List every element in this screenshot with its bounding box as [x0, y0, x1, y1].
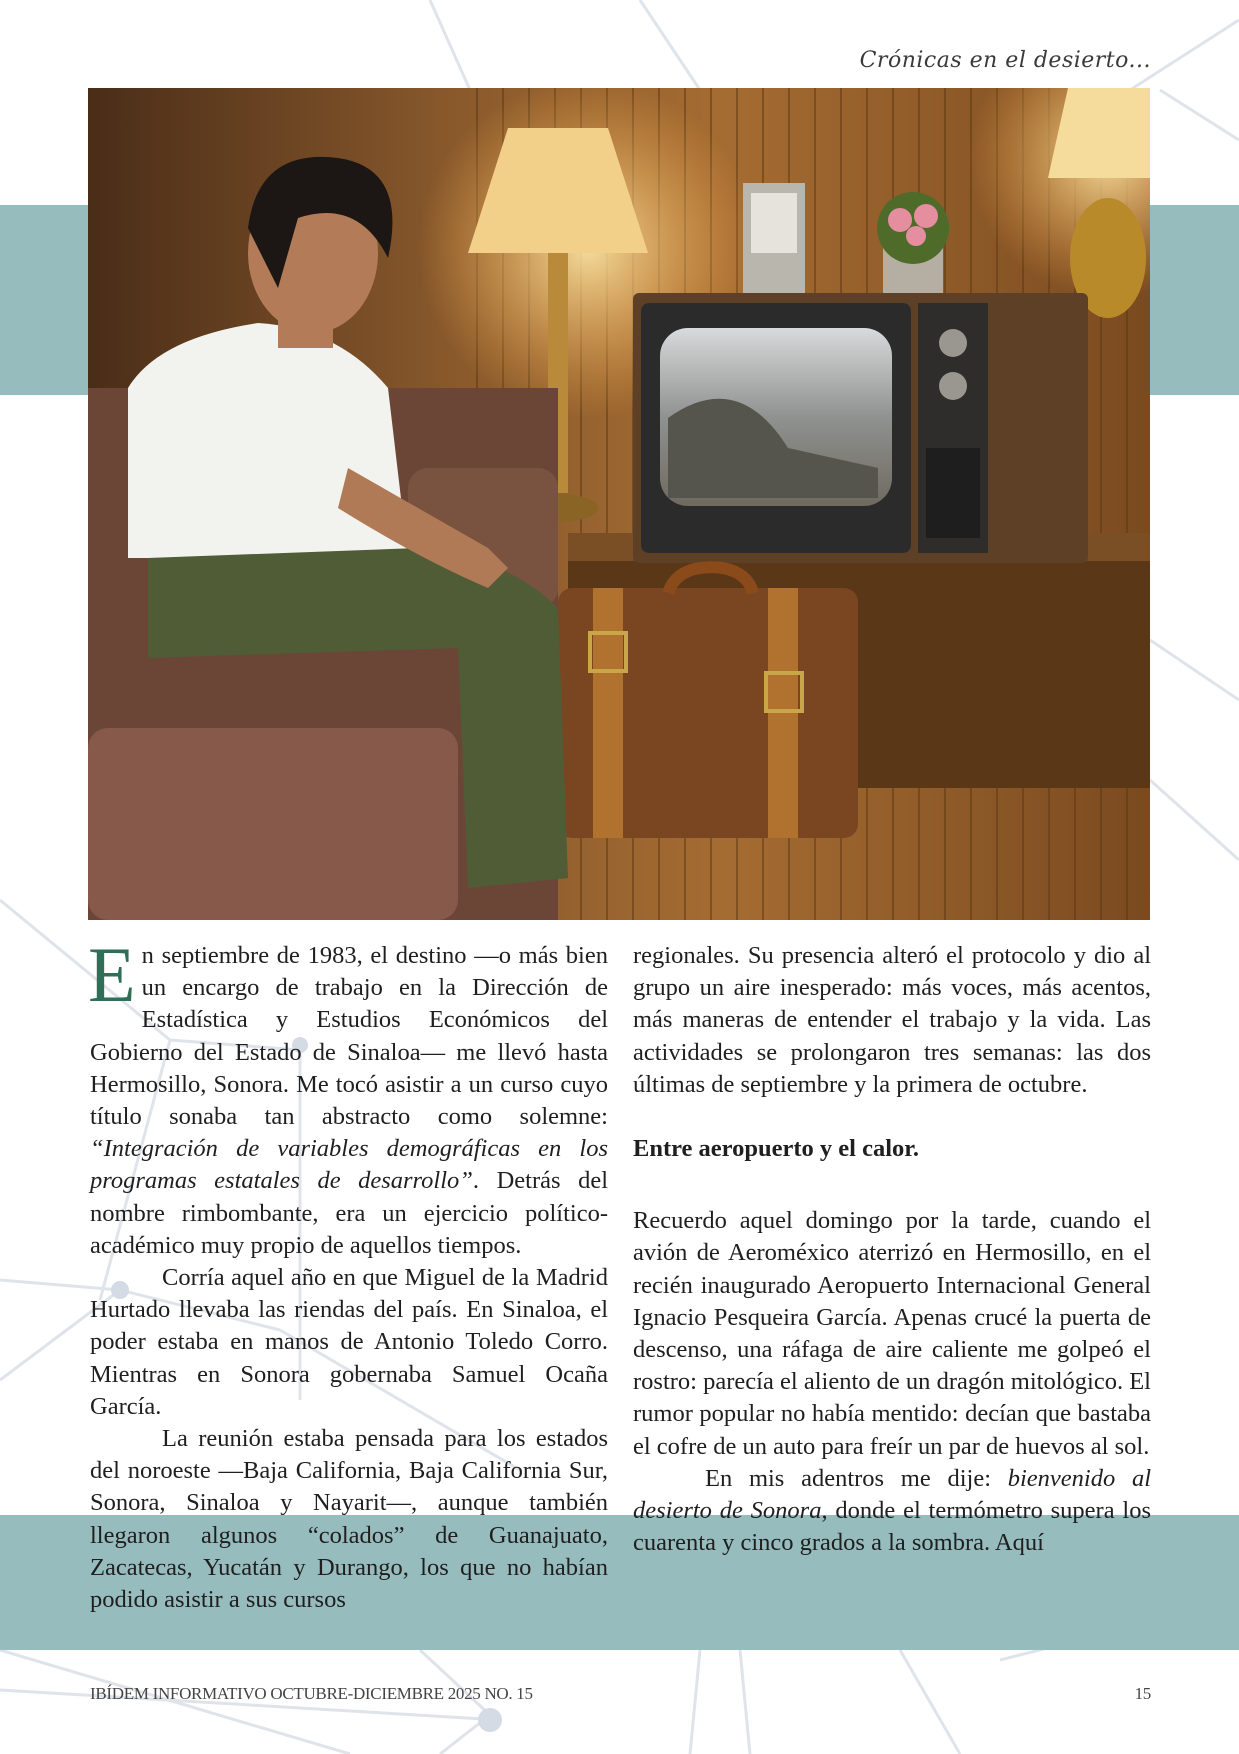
page-number: 15: [1134, 1684, 1151, 1703]
paragraph-text: . Detrás del nombre rimbombante, era un ejercicio político-académico muy propio de aquellos tiempos.: [90, 1167, 608, 1259]
page-footer: [90, 1684, 1151, 1704]
accent-band-left: [0, 205, 90, 395]
italic-phrase: bienvenido al desierto de Sonora: [633, 1464, 1152, 1525]
article-paragraph: La reunión estaba pensada para los estados del noroeste —Baja California, Baja California Sur, Sonora, Sinaloa y Nayarit—, aunque también llegaron algunos “colados” de Guanajuato, Zacatecas, Yucatán y Durango, los que no habían podido asistir a sus cursos: [90, 1425, 608, 1614]
article-paragraph: [633, 1463, 1151, 1560]
section-heading: Entre aeropuerto y el calor.: [633, 1135, 920, 1163]
article-column-left: [88, 931, 608, 1616]
article-paragraph: Corría aquel año en que Miguel de la Madrid Hurtado llevaba las riendas del país. En Sinaloa, el poder estaba en manos de Antonio Toledo Corro. Mientras en Sonora gobernaba Samuel Ocaña García.: [90, 1264, 608, 1420]
article-paragraph: [88, 931, 608, 1262]
publication-info: IBÍDEM INFORMATIVO OCTUBRE-DICIEMBRE 2025 NO. 15: [90, 1684, 533, 1703]
photo-illustration: [88, 88, 1150, 920]
course-title: “Integración de variables demográficas en los programas estatales de desarrollo”: [90, 1135, 608, 1195]
paragraph-text: En mis adentros me dije:: [705, 1464, 1008, 1492]
paragraph-text: n septiembre de 1983, el destino —o más bien un encargo de trabajo en la Dirección de Estadística y Estudios Económicos del Gobierno del Estado de Sinaloa— me llevó hasta Hermosillo, Sonora. Me tocó asistir a un curso cuyo título sonaba tan abstracto como solemne:: [90, 942, 608, 1131]
article-paragraph: regionales. Su presencia alteró el protocolo y dio al grupo un aire inesperado: más voces, más acentos, más maneras de entender el trabajo y la vida. Las actividades se prolongaron tres semanas: las dos últimas de septiembre y la primera de octubre.: [633, 942, 1151, 1098]
drop-cap: E: [88, 931, 136, 1018]
accent-band-right: [1150, 205, 1239, 395]
article-column-right: [633, 940, 1151, 1559]
article-paragraph: Recuerdo aquel domingo por la tarde, cuando el avión de Aeroméxico aterrizó en Hermosillo, en el recién inaugurado Aeropuerto Internacional General Ignacio Pesqueira García. Apenas crucé la puerta de descenso, una ráfaga de aire caliente me golpeó el rostro: parecía el aliento de un dragón mitológico. El rumor popular no había mentido: decían que bastaba el cofre de un auto para freír un par de huevos al sol.: [633, 1207, 1151, 1460]
paragraph-text: , donde el termómetro supera los cuarenta y cinco grados a la sombra. Aquí: [633, 1497, 1151, 1557]
article-photo: [88, 88, 1150, 920]
running-head: Crónicas en el desierto...: [859, 48, 1151, 73]
